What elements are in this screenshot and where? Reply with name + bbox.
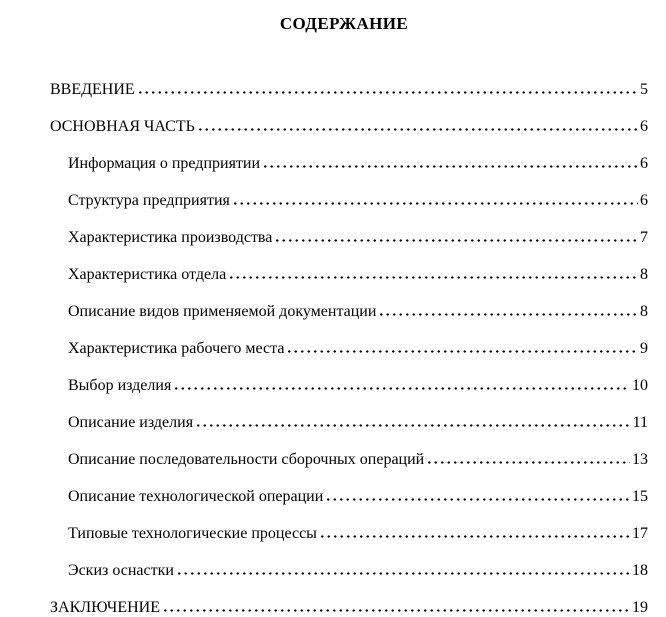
toc-entry-label: Структура предприятия <box>68 192 230 209</box>
dot-leader <box>232 191 638 205</box>
toc-entry[interactable] <box>50 228 648 246</box>
toc-entry[interactable] <box>50 450 648 468</box>
toc-entry-label: Описание последовательности сборочных операций <box>68 451 425 468</box>
dot-leader <box>137 80 638 94</box>
toc-entry-page: 9 <box>640 340 648 357</box>
toc-entry-label: Эскиз оснастки <box>68 562 174 579</box>
toc-entry[interactable] <box>50 154 648 172</box>
toc-entry-label: ОСНОВНАЯ ЧАСТЬ <box>50 118 195 135</box>
dot-leader <box>173 376 630 390</box>
dot-leader <box>176 561 630 575</box>
toc-entry-page: 10 <box>632 377 648 394</box>
toc-entry-page: 7 <box>640 229 648 246</box>
toc-entry-page: 11 <box>632 414 648 431</box>
toc-entry[interactable] <box>50 339 648 357</box>
toc-entry-label: Характеристика производства <box>68 229 273 246</box>
toc-entry[interactable] <box>50 561 648 579</box>
toc-entry[interactable] <box>50 524 648 542</box>
toc-entry-page: 15 <box>632 488 648 505</box>
dot-leader <box>426 450 630 464</box>
toc-entry-label: Описание изделия <box>68 414 194 431</box>
toc-entry-page: 6 <box>640 155 648 172</box>
dot-leader <box>274 228 638 242</box>
dot-leader <box>378 302 638 316</box>
toc-entry-page: 17 <box>632 525 648 542</box>
toc-entry-page: 5 <box>640 81 648 98</box>
toc-entry-label: ВВЕДЕНИЕ <box>50 81 135 98</box>
toc-entry-label: Описание технологической операции <box>68 488 324 505</box>
dot-leader <box>262 154 638 168</box>
toc-entry[interactable] <box>50 302 648 320</box>
toc-entry-label: ЗАКЛЮЧЕНИЕ <box>50 599 160 616</box>
dot-leader <box>228 265 638 279</box>
dot-leader <box>197 117 638 131</box>
toc-entry[interactable] <box>50 598 648 616</box>
page-title: СОДЕРЖАНИЕ <box>279 14 409 33</box>
toc-entry[interactable] <box>50 80 648 98</box>
toc-entry-page: 19 <box>632 599 648 616</box>
toc-entry-label: Характеристика рабочего места <box>68 340 285 357</box>
toc-entry-page: 18 <box>632 562 648 579</box>
toc-entry[interactable] <box>50 191 648 209</box>
toc-entry[interactable] <box>50 117 648 135</box>
toc-entry[interactable] <box>50 413 648 431</box>
dot-leader <box>286 339 638 353</box>
dot-leader <box>162 598 630 612</box>
toc-entry-label: Выбор изделия <box>68 377 172 394</box>
dot-leader <box>195 413 631 427</box>
toc-entry-page: 8 <box>640 303 648 320</box>
dot-leader <box>319 524 630 538</box>
toc-entry-page: 6 <box>640 192 648 209</box>
toc-entry-label: Описание видов применяемой документации <box>68 303 377 320</box>
toc-entry-label: Характеристика отдела <box>68 266 227 283</box>
toc-entry[interactable] <box>50 487 648 505</box>
toc-entry-label: Информация о предприятии <box>68 155 261 172</box>
toc-entry[interactable] <box>50 265 648 283</box>
toc-entry-page: 6 <box>640 118 648 135</box>
toc-entry-page: 8 <box>640 266 648 283</box>
toc-list <box>50 80 648 616</box>
dot-leader <box>325 487 630 501</box>
toc-entry-page: 13 <box>632 451 648 468</box>
toc-entry[interactable] <box>50 376 648 394</box>
toc-entry-label: Типовые технологические процессы <box>68 525 317 542</box>
